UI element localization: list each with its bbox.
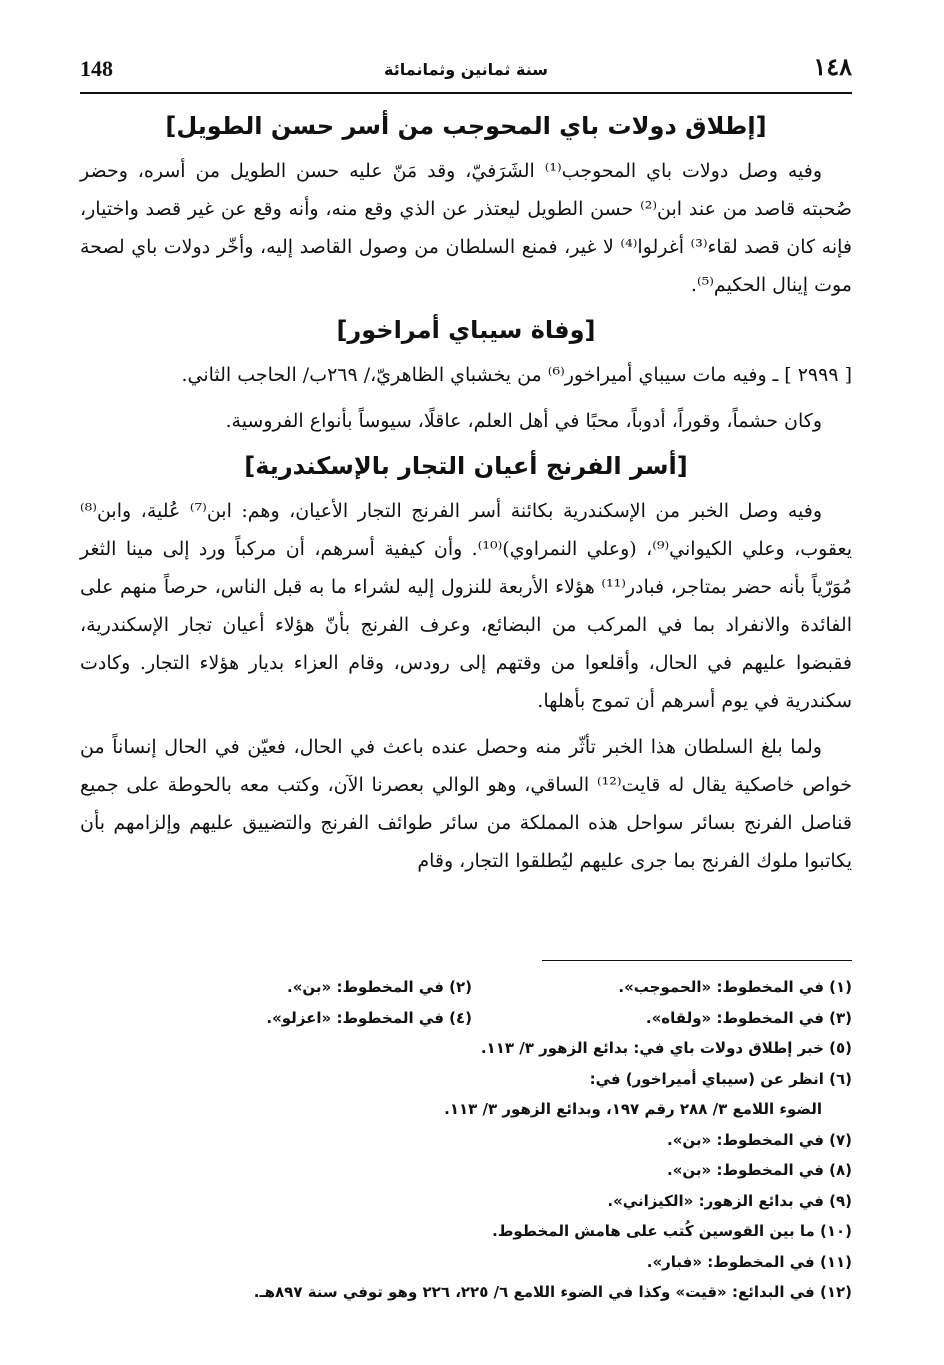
footnote-separator	[542, 960, 852, 961]
footnote-6: (٦) انظر عن (سيباي أميراخور) في:	[589, 1069, 852, 1088]
main-text	[80, 108, 852, 888]
footnotes	[80, 972, 852, 1308]
running-title: سنة ثمانين وثمانمائة	[384, 60, 548, 79]
footnote-row	[80, 1003, 852, 1034]
footnote-3: (٣) في المخطوط: «ولقاه».	[645, 1008, 852, 1027]
footnote-2: (٢) في المخطوط: «بن».	[287, 978, 472, 996]
section-title-death: [وفاة سيباي أمراخور]	[336, 316, 596, 344]
section-title-capture: [أسر الفرنج أعيان التجار بالإسكندرية]	[244, 452, 688, 480]
paragraph-death-entry: [ ٢٩٩٩ ] ـ وفيه مات سيباي أميراخور⁽⁶⁾ من يخشباي الظاهريّ،/ ٢٦٩ب/ الحاجب الثاني.	[181, 364, 852, 386]
footnote-7: (٧) في المخطوط: «بن».	[667, 1130, 852, 1149]
footnote-8: (٨) في المخطوط: «بن».	[667, 1161, 852, 1179]
paragraph-sultan-response: ولما بلغ السلطان هذا الخبر تأثّر منه وحصل عنده باعث في الحال، فعيّن في الحال إنساناً من خواص خاصكية يقال له قايت⁽¹²⁾ الساقي، وهو الوالي بعصرنا الآن، وكتب معه بالحوطة على جميع قناصل الفرنج بسائر سواحل هذه المملكة من سائر طوائف الفرنج والتضييق عليهم وإلزامهم بأن يكاتبوا ملوك الفرنج بما جرى عليهم ليُطلقوا التجار، وقام	[80, 736, 853, 872]
paragraph-release: وفيه وصل دولات باي المحوجب⁽¹⁾ الشَرَفيّ، وقد مَنّ عليه حسن الطويل من أسره، وحضر صُحبته قاصد من عند ابن⁽²⁾ حسن الطويل ليعتذر عن الذي وقع منه، وأنه وقع عن غير قصد واختيار، فإنه كان قصد لقاء⁽³⁾ أغرلوا⁽⁴⁾ لا غير، فمنع السلطان من وصول القاصد إليه، وأخّر دولات باي لصحة موت إينال الحكيم⁽⁵⁾.	[80, 160, 852, 296]
footnote-12: (١٢) في البدائع: «قيت» وكذا في الضوء اللامع ٦/ ٢٢٥، ٢٢٦ وهو توفي سنة ٨٩٧هـ.	[253, 1283, 852, 1301]
footnote-6-continuation: الضوء اللامع ٣/ ٢٨٨ رقم ١٩٧، وبدائع الزهور ٣/ ١١٣.	[444, 1100, 822, 1118]
footnote-9: (٩) في بدائع الزهور: «الكيزاني».	[607, 1191, 852, 1210]
page-header	[80, 50, 852, 94]
paragraph-death-description: وكان حشماً، وقوراً، أدوباً، محبًا في أهل العلم، عاقلًا، سيوساً بأنواع الفروسية.	[225, 410, 822, 432]
page-number-arabic: ١٤٨	[813, 52, 852, 81]
paragraph-capture-news: وفيه وصل الخبر من الإسكندرية بكائنة أسر الفرنج التجار الأعيان، وهم: ابن⁽⁷⁾ عُلية، وابن⁽⁸⁾ يعقوب، وعلي الكيواني⁽⁹⁾، (وعلي النمراوي)⁽¹⁰⁾. وأن كيفية أسرهم، أن مركباً ورد إلى مينا الثغر مُوَرّياً بأنه حضر بمتاجر، فبادر⁽¹¹⁾ هؤلاء الأربعة للنزول إليه لشراء ما به قبل الناس، حرصاً منهم على الفائدة والانفراد بما في المركب من البضائع، وعرف الفرنج بأنّ هؤلاء أعيان تجار الإسكندرية، فقبضوا عليهم في الحال، وأقلعوا من وقتهم إلى رودس، وقام العزاء بديار هؤلاء التجار. وكادت سكندرية في يوم أسرهم أن تموج بأهلها.	[80, 500, 852, 712]
footnote-10: (١٠) ما بين القوسين كُتب على هامش المخطوط.	[492, 1222, 852, 1240]
footnote-row	[80, 972, 852, 1003]
footnote-5: (٥) خبر إطلاق دولات باي في: بدائع الزهور ٣/ ١١٣.	[480, 1039, 852, 1057]
footnote-4: (٤) في المخطوط: «اعزلو».	[266, 1008, 472, 1027]
footnote-11: (١١) في المخطوط: «فبار».	[646, 1252, 852, 1271]
section-title-release: [إطلاق دولات باي المحوجب من أسر حسن الطويل]	[165, 112, 767, 140]
page-number-latin: 148	[80, 56, 113, 81]
footnote-1: (١) في المخطوط: «الحموجب».	[618, 978, 852, 996]
